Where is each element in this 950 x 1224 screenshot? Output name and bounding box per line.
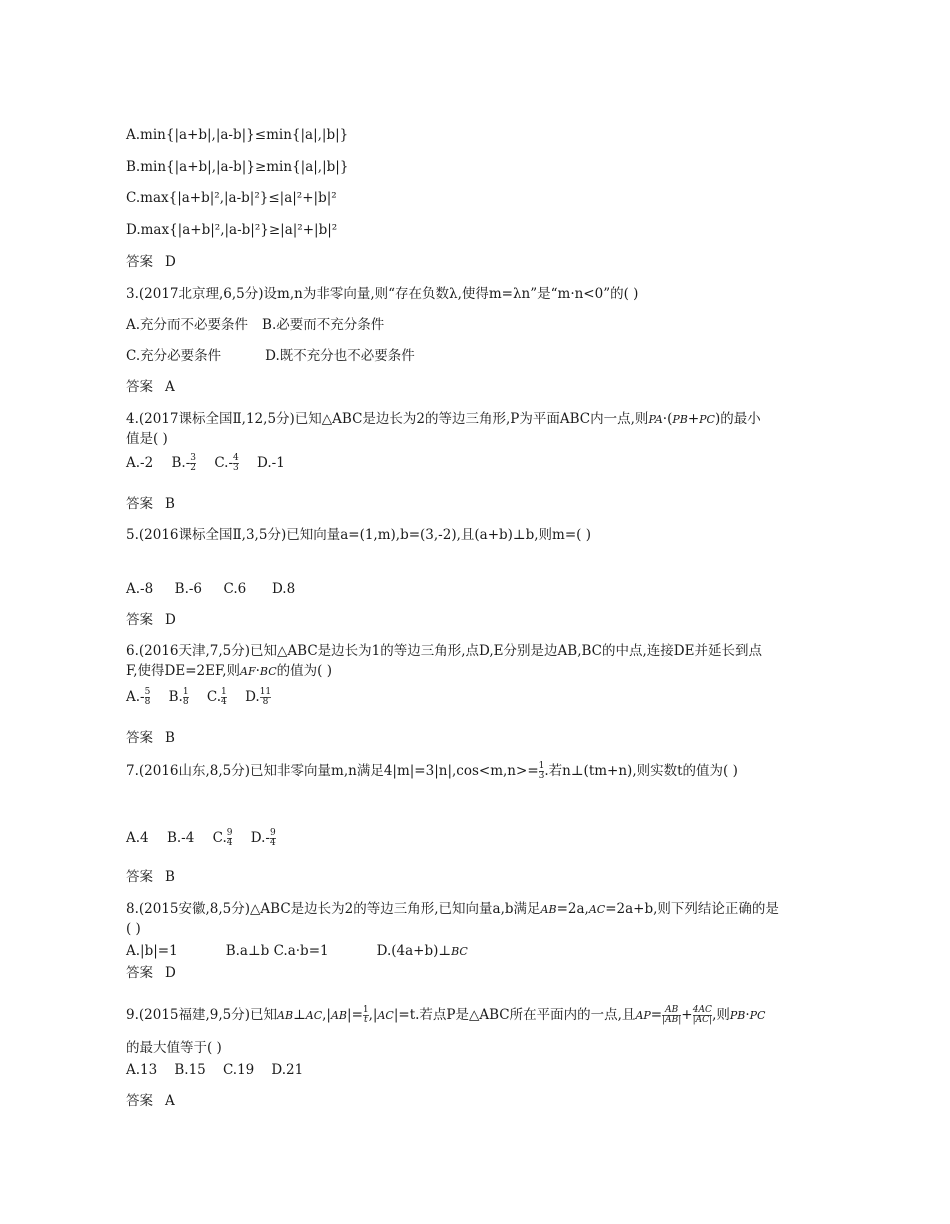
- q8-option-a: A.|b|=1: [126, 943, 178, 959]
- fraction: [693, 1006, 712, 1025]
- q9-text-d: ,|: [368, 1007, 378, 1023]
- fraction: [363, 1006, 369, 1025]
- denominator: 8: [260, 697, 271, 707]
- question-6-options: [126, 688, 285, 707]
- denominator: 3: [233, 463, 239, 473]
- answer-label: 答案: [126, 254, 153, 270]
- question-6-line1: 6.(2016天津,7,5分)已知△ABC是边长为1的等边三角形,点D,E分别是边AB,BC的中点,连接DE并延长到点: [126, 643, 762, 659]
- vector-pb-label: PB: [672, 413, 688, 426]
- answer-line-q4: [126, 495, 175, 513]
- answer-label: 答案: [126, 869, 153, 885]
- numerator: 1: [221, 687, 227, 697]
- question-3: 3.(2017北京理,6,5分)设m,n为非零向量,则“存在负数λ,使得m=λn”是“m·n<0”的( ): [126, 286, 639, 302]
- q6-option-b-prefix: B.: [168, 689, 183, 705]
- numerator: 11: [259, 687, 272, 697]
- plus-sign: +: [681, 1007, 693, 1023]
- vector-af-label: AF: [240, 665, 256, 678]
- numerator: 4AC: [692, 1005, 712, 1015]
- answer-line-q3: [126, 378, 175, 396]
- numerator: 5: [144, 687, 151, 697]
- vector-ab: [277, 1009, 293, 1022]
- q4-option-c: [214, 454, 238, 473]
- vector-ac: [306, 1009, 322, 1022]
- answer-label: 答案: [126, 730, 153, 746]
- q4-option-d: D.-1: [257, 455, 285, 471]
- q9-text-a: 9.(2015福建,9,5分)已知: [126, 1007, 278, 1023]
- question-4-line1: [126, 410, 761, 429]
- denominator: 2: [190, 463, 197, 473]
- answer-value: B: [165, 496, 175, 512]
- denominator: 4: [226, 838, 233, 848]
- answer-label: 答案: [126, 496, 153, 512]
- q9-text-e: |=t.若点P是△ABC所在平面内的一点,且: [393, 1007, 636, 1023]
- vector-pa-label: PA: [648, 413, 663, 426]
- answer-line-q5: [126, 611, 176, 629]
- vector-ap: [635, 1009, 650, 1022]
- q8-text-c: =2a+b,则下列结论正确的是: [605, 901, 779, 917]
- vector-ac-label: AC: [588, 903, 606, 916]
- denominator: t: [363, 1015, 368, 1025]
- denominator: 3: [538, 771, 545, 781]
- q7-option-a: A.4: [126, 830, 149, 846]
- question-4-options: [126, 454, 299, 473]
- q6-option-a: [126, 688, 150, 707]
- option-c-line: C.max{|a+b|²,|a-b|²}≤|a|²+|b|²: [126, 190, 337, 206]
- vector-bc: [451, 945, 468, 958]
- question-9-line2: 的最大值等于( ): [126, 1040, 222, 1056]
- q6-option-a-prefix: A.-: [126, 689, 145, 705]
- vector-ab: [541, 903, 557, 916]
- denominator: 8: [144, 697, 151, 707]
- q9-text-f: ,则: [712, 1007, 730, 1023]
- numerator: 1: [362, 1005, 369, 1015]
- option-a-line: A.min{|a+b|,|a-b|}≤min{|a|,|b|}: [126, 127, 349, 143]
- q3-option-b: B.必要而不充分条件: [262, 317, 385, 333]
- q3-option-a: A.充分而不必要条件: [126, 317, 249, 333]
- q8-text-b: =2a,: [556, 901, 589, 917]
- equals-sign: =: [650, 1007, 663, 1023]
- q4-text-b: )的最小: [714, 411, 761, 427]
- numerator: 9: [226, 828, 233, 838]
- q8-option-d: [377, 943, 468, 959]
- q6-option-c: [207, 688, 227, 707]
- fraction: [190, 454, 196, 473]
- vector-af: [240, 665, 256, 678]
- q4-option-c-prefix: C.-: [214, 455, 234, 471]
- q7-option-c: [213, 829, 233, 848]
- fraction: [227, 829, 233, 848]
- vector-bc-label: BC: [259, 665, 277, 678]
- q6-text-b: 的值为( ): [276, 663, 332, 679]
- vector-pb: [730, 1009, 746, 1022]
- q6-dot: ·: [255, 663, 260, 679]
- vector-ab-label: AB: [277, 1009, 294, 1022]
- answer-line-q7: [126, 868, 175, 886]
- answer-value: D: [165, 612, 176, 628]
- fraction: [539, 762, 545, 781]
- question-9-options: A.13 B.15 C.19 D.21: [126, 1062, 304, 1078]
- q9-text-b: ,|: [322, 1007, 331, 1023]
- answer-line-q6: [126, 729, 175, 747]
- numerator: AB: [665, 1005, 679, 1015]
- denominator: 4: [221, 697, 227, 707]
- vector-pc-label: PC: [699, 413, 715, 426]
- numerator: 3: [190, 453, 197, 463]
- denominator: 4: [269, 838, 276, 848]
- vector-ac-label: AC: [377, 1009, 394, 1022]
- denominator: |AB|: [662, 1015, 682, 1025]
- q4-text-a: 4.(2017课标全国Ⅱ,12,5分)已知△ABC是边长为2的等边三角形,P为平面ABC内一点,则: [126, 411, 649, 427]
- vector-bc: [260, 665, 277, 678]
- vector-bc-label: BC: [451, 945, 468, 958]
- vector-ap-label: AP: [635, 1009, 651, 1022]
- fraction: [145, 688, 151, 707]
- denominator: 8: [182, 697, 189, 707]
- numerator: 1: [182, 687, 189, 697]
- q8-option-bc: B.a⊥b C.a·b=1: [225, 943, 329, 959]
- q6-option-c-prefix: C.: [206, 689, 222, 705]
- q6-option-d-prefix: D.: [245, 689, 260, 705]
- answer-value: A: [165, 379, 175, 395]
- fraction: [221, 688, 227, 707]
- q7-option-b: B.-4: [166, 830, 195, 846]
- q3-option-d: D.既不充分也不必要条件: [265, 348, 415, 364]
- vector-ab-label: AB: [540, 903, 557, 916]
- answer-value: B: [165, 730, 175, 746]
- option-b-line: B.min{|a+b|,|a-b|}≥min{|a|,|b|}: [126, 159, 349, 175]
- q3-option-c: C.充分必要条件: [126, 348, 222, 364]
- q7-text-b: .若n⊥(tm+n),则实数t的值为( ): [544, 763, 738, 779]
- answer-label: 答案: [126, 379, 153, 395]
- q7-option-d: [251, 829, 276, 848]
- question-4-line2: 值是( ): [126, 431, 168, 447]
- question-8-options: [126, 942, 468, 961]
- dot-symbol: ·: [745, 1007, 750, 1023]
- answer-value: D: [165, 965, 176, 981]
- question-9-line1: [126, 1006, 765, 1025]
- q8-text-a: 8.(2015安徽,8,5分)△ABC是边长为2的等边三角形,已知向量a,b满足: [126, 901, 541, 917]
- vector-ab-label: AB: [330, 1009, 348, 1022]
- q4-dot: ·(: [662, 411, 673, 427]
- numerator: 4: [233, 453, 239, 463]
- vector-ab: [331, 1009, 347, 1022]
- q4-option-a: A.-2: [126, 455, 154, 471]
- q4-plus: +: [687, 411, 700, 427]
- answer-line-q8: [126, 964, 176, 982]
- question-7-options: [126, 829, 290, 848]
- q4-option-b: [172, 454, 197, 473]
- q6-option-b: [169, 688, 189, 707]
- vector-pa: [648, 413, 662, 426]
- question-5-options: A.-8 B.-6 C.6 D.8: [126, 581, 296, 597]
- perpendicular-symbol: ⊥: [293, 1007, 306, 1023]
- answer-value: A: [165, 1093, 175, 1109]
- vector-ac: [589, 903, 605, 916]
- question-5: 5.(2016课标全国Ⅱ,3,5分)已知向量a=(1,m),b=(3,-2),且(a+b)⊥b,则m=( ): [126, 527, 591, 543]
- fraction: [183, 688, 189, 707]
- vector-ac: [377, 1009, 393, 1022]
- vector-pc: [750, 1009, 766, 1022]
- q6-option-d: [245, 688, 271, 707]
- numerator: 1: [538, 761, 545, 771]
- fraction: [662, 1006, 681, 1025]
- answer-line-q9: [126, 1092, 175, 1110]
- vector-pc: [699, 413, 715, 426]
- vector-ac-label: AC: [305, 1009, 323, 1022]
- vector-pb-label: PB: [729, 1009, 746, 1022]
- denominator: |AC|: [692, 1015, 713, 1025]
- vector-pb: [672, 413, 688, 426]
- q7-option-c-prefix: C.: [212, 830, 227, 846]
- question-6-line2: [126, 662, 332, 681]
- option-d-line: D.max{|a+b|²,|a-b|²}≥|a|²+|b|²: [126, 222, 338, 238]
- fraction: [233, 454, 239, 473]
- answer-label: 答案: [126, 612, 153, 628]
- vector-pc-label: PC: [749, 1009, 766, 1022]
- numerator: 9: [269, 828, 276, 838]
- q4-option-b-prefix: B.-: [171, 455, 191, 471]
- q8-option-d-text: D.(4a+b)⊥: [376, 943, 452, 959]
- q9-text-c: |=: [347, 1007, 363, 1023]
- question-3-options-row1: [126, 316, 398, 334]
- question-8-line2: ( ): [126, 921, 141, 937]
- answer-value: B: [165, 869, 175, 885]
- question-8-line1: [126, 900, 779, 919]
- q7-option-d-prefix: D.-: [250, 830, 270, 846]
- answer-line: [126, 253, 176, 271]
- answer-label: 答案: [126, 1093, 153, 1109]
- answer-label: 答案: [126, 965, 153, 981]
- q6-text-a: F,使得DE=2EF,则: [126, 663, 241, 679]
- fraction: [270, 829, 276, 848]
- fraction: [260, 688, 271, 707]
- question-3-options-row2: [126, 347, 429, 365]
- q7-text-a: 7.(2016山东,8,5分)已知非零向量m,n满足4|m|=3|n|,cos<m,n>=: [126, 763, 539, 779]
- answer-value: D: [165, 254, 176, 270]
- question-7: [126, 762, 738, 781]
